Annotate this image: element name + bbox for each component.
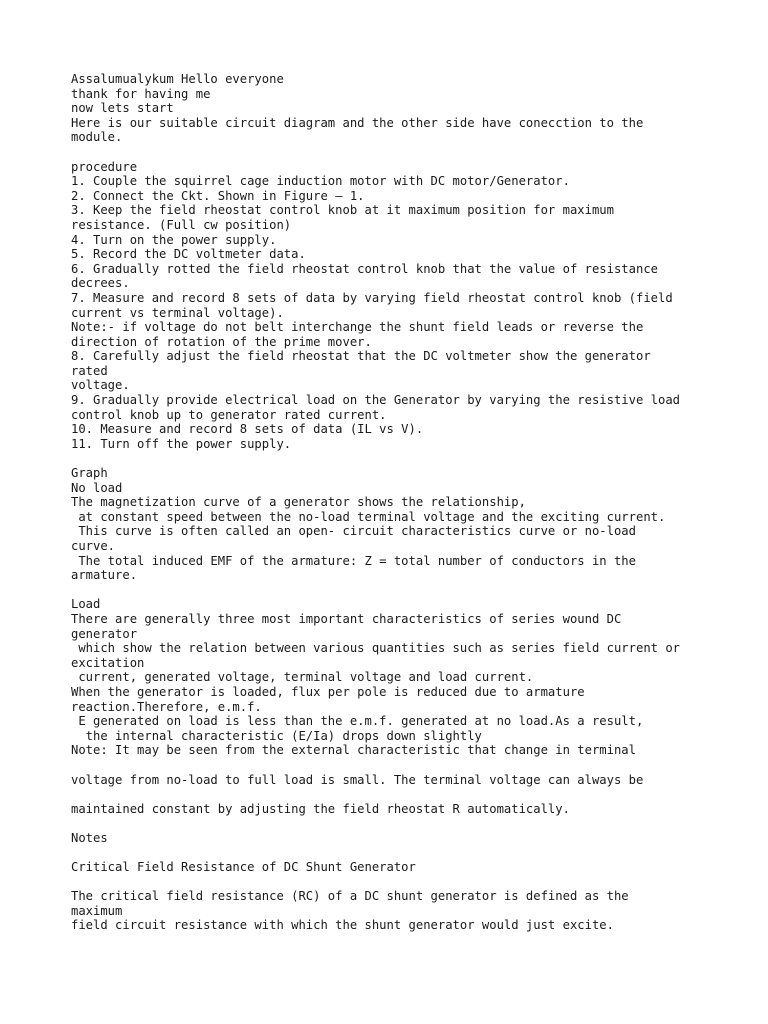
text-line: which show the relation between various quantities such as series field current or [71,641,681,656]
text-line: Critical Field Resistance of DC Shunt Generator [71,860,416,875]
text-line: 11. Turn off the power supply. [71,436,292,451]
text-line: direction of rotation of the prime mover. [71,334,372,349]
text-line: module. [71,130,123,145]
text-line: 5. Record the DC voltmeter data. [71,247,306,262]
text-line [71,451,761,466]
text-line: The critical field resistance (RC) of a DC shunt generator is defined as the [71,889,629,904]
text-line: control knob up to generator rated current. [71,407,387,422]
text-line: 7. Measure and record 8 sets of data by varying field rheostat control knob (field [71,290,673,305]
text-line: Notes [71,830,108,845]
text-line: 8. Carefully adjust the field rheostat that the DC voltmeter show the generator [71,349,651,364]
text-line: 3. Keep the field rheostat control knob at it maximum position for maximum [71,203,614,218]
text-line: 2. Connect the Ckt. Shown in Figure – 1. [71,188,365,203]
text-line: current, generated voltage, terminal voltage and load current. [71,670,534,685]
text-line: The total induced EMF of the armature: Z = total number of conductors in the [71,553,636,568]
text-line [71,787,761,802]
text-line [71,145,761,160]
text-line [71,816,761,831]
text-line: 4. Turn on the power supply. [71,232,277,247]
text-line: Load [71,597,101,612]
text-line: reaction.Therefore, e.m.f. [71,699,262,714]
text-line: No load [71,480,123,495]
text-line: This curve is often called an open- circuit characteristics curve or no-load [71,524,636,539]
text-line: E generated on load is less than the e.m.f. generated at no load.As a result, [71,714,644,729]
text-line: current vs terminal voltage). [71,305,284,320]
text-line: resistance. (Full cw position) [71,217,292,232]
text-line: armature. [71,568,138,583]
text-line: now lets start [71,101,174,116]
text-line: curve. [71,539,116,553]
text-line: Assalumualykum Hello everyone [71,72,284,86]
document-page [71,72,761,933]
text-line: There are generally three most important characteristics of series wound DC [71,611,622,626]
text-line: maintained constant by adjusting the field rheostat R automatically. [71,801,570,816]
text-line: field circuit resistance with which the shunt generator would just excite. [71,918,614,933]
text-line: thank for having me [71,86,211,101]
text-line: at constant speed between the no-load terminal voltage and the exciting current. [71,509,666,524]
text-line: The magnetization curve of a generator shows the relationship, [71,495,526,510]
text-line: procedure [71,159,138,174]
text-line: Note:- if voltage do not belt interchange the shunt field leads or reverse the [71,320,644,335]
text-line: 6. Gradually rotted the field rheostat control knob that the value of resistance [71,261,658,276]
text-line: voltage. [71,378,130,393]
text-line: 1. Couple the squirrel cage induction motor with DC motor/Generator. [71,174,570,189]
text-line: generator [71,626,138,641]
text-line: rated [71,363,108,378]
text-line: Note: It may be seen from the external characteristic that change in terminal [71,743,636,758]
text-line: decrees. [71,276,130,291]
text-line: maximum [71,903,123,918]
text-line [71,845,761,860]
text-line [71,758,761,773]
text-line: voltage from no-load to full load is small. The terminal voltage can always be [71,772,644,787]
text-line [71,583,761,598]
text-line [71,875,761,890]
text-line: Here is our suitable circuit diagram and the other side have conecction to the [71,115,644,130]
text-line: 9. Gradually provide electrical load on the Generator by varying the resistive load [71,393,681,408]
text-line: When the generator is loaded, flux per pole is reduced due to armature [71,684,585,699]
text-line: 10. Measure and record 8 sets of data (IL vs V). [71,422,424,437]
text-line: excitation [71,655,145,670]
text-line: the internal characteristic (E/Ia) drops down slightly [71,728,482,743]
text-line: Graph [71,466,108,481]
